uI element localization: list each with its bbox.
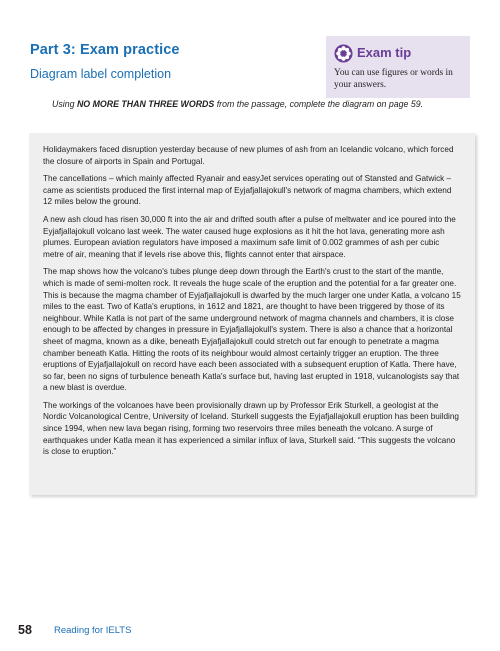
passage-paragraph: The cancellations – which mainly affected Ryanair and easyJet services operating out of Stansted and Gatwick – came as scientists produced the first internal map of Eyjafjallajokull's network of magma chambers, which extend 12 miles below the ground. [43, 174, 452, 207]
instruction-suffix: from the passage, complete the diagram on page 59. [214, 99, 424, 109]
section-subtitle: Diagram label completion [30, 67, 172, 81]
page-number: 58 [18, 623, 32, 637]
flower-badge-icon [334, 44, 353, 63]
exam-tip-title: Exam tip [357, 45, 412, 60]
passage-paragraph: A new ash cloud has risen 30,000 ft into the air and drifted south after a pulse of meltwater and ice poured into the Eyjafjallajokull volcano last week. The water caused huge explosions as it hit the hot lava, generating more ash plumes. European aviation regulators have imposed a maximum safe limit of 0.002 grammes of ash per cubic metre of air, meaning that if levels rise above this, flights cannot enter that airspace. [43, 214, 456, 259]
passage-paragraph: The workings of the volcanoes have been provisionally drawn up by Professor Erik Sturkell, a geologist at the Nordic Volcanological Centre, University of Iceland. Sturkell suggests the Eyjafjallajokull eruption has been building since 1994, when new lava began rising, forming two reservoirs three miles beneath the volcano. A surge of earthquakes under Katla mean it has experienced a similar influx of lava, Sturkell said. “This suggests the volcano is close to eruption.” [43, 400, 459, 457]
instruction-emphasis: NO MORE THAN THREE WORDS [76, 99, 215, 109]
exam-tip-header [334, 45, 464, 63]
instruction-prefix: Using [52, 99, 77, 109]
passage-paragraph: The map shows how the volcano's tubes plunge deep down through the Earth's crust to the start of the mantle, which is made of semi-molten rock. It reveals the huge scale of the eruption and the potential for a far greater one. This is because the magma chamber of Eyjafjallajokull is dwarfed by the much larger one under Katla, a volcano 15 miles to the east. Two of Katla's eruptions, in 1612 and 1821, are thought to have been triggered by those of its neighbour. While Katla is not part of the same underground network of magma channels and chambers, it is close enough to be affected by changes in pressure in Eyjafjallajokull's system. There is also a chance that a horizontal sheet of magma, known as a dike, beneath Eyjafjallajokull could stretch out far enough to penetrate a magma chamber beneath Katla. Hitting the roots of its neighbour would almost certainly trigger an eruption. The three eruptions of Eyjafjallajokull on record have each been associated with a subsequent eruption of Katla. There have, so far, been no signs of turbulence beneath Katla's surface but, having last erupted in 1918, vulcanologists say that a new blast is overdue. [43, 267, 461, 393]
reading-passage [29, 133, 475, 495]
book-title: Reading for IELTS [54, 625, 132, 636]
exam-tip-text: You can use figures or words in your answers. [334, 68, 453, 90]
page-title: Part 3: Exam practice [30, 42, 180, 58]
exam-tip-box [326, 36, 470, 98]
task-instruction [52, 99, 482, 109]
passage-paragraph: Holidaymakers faced disruption yesterday because of new plumes of ash from an Icelandic volcano, which forced the closure of airports in Spain and Portugal. [43, 145, 454, 166]
